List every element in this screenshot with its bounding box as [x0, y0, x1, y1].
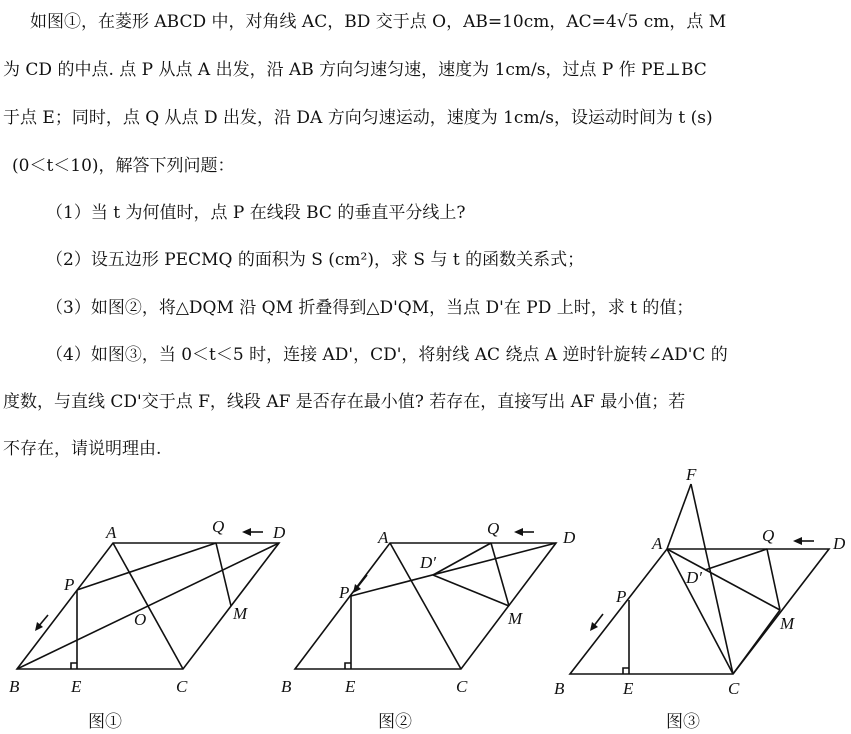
segment-af-3 [667, 484, 691, 549]
label-a-1: A [106, 523, 117, 542]
label-a-2: A [378, 528, 389, 547]
right-angle-mark-3 [623, 668, 629, 674]
caption-figure-1: 图① [88, 712, 122, 732]
label-p-1: P [64, 575, 75, 594]
label-m-2: M [508, 609, 523, 628]
label-d-3: D [833, 534, 846, 553]
question-4-line-3: 不存在，请说明理由. [3, 439, 162, 459]
label-q-2: Q [487, 519, 500, 538]
label-e-2: E [345, 677, 356, 696]
question-3: （3）如图②，将△DQM 沿 QM 折叠得到△D'QM，当点 D'在 PD 上时，求 t 的值； [46, 298, 694, 318]
problem-line-1: 如图①，在菱形 ABCD 中，对角线 AC，BD 交于点 O，AB=10cm，AC=4√5 cm，点 M [30, 12, 727, 32]
caption-figure-3: 图③ [666, 712, 700, 732]
segment-qm-1 [216, 543, 231, 606]
question-1: （1）当 t 为何值时，点 P 在线段 BC 的垂直平分线上? [46, 203, 466, 223]
label-m-1: M [233, 604, 248, 623]
label-dprime-3: D′ [686, 568, 702, 587]
label-e-3: E [623, 679, 634, 698]
segment-dpq-2 [433, 543, 491, 575]
segment-qm-2 [491, 543, 509, 606]
label-c-2: C [456, 677, 468, 696]
label-c-3: C [728, 679, 740, 698]
figure-2 [281, 519, 576, 732]
label-p-3: P [616, 587, 627, 606]
label-p-2: P [339, 583, 350, 602]
label-b-1: B [9, 677, 20, 696]
label-d-1: D [273, 523, 286, 542]
figures-area [0, 460, 851, 734]
label-q-1: Q [212, 517, 225, 536]
figure-1 [9, 517, 286, 732]
label-e-1: E [71, 677, 82, 696]
right-angle-mark-1 [71, 663, 77, 669]
label-o-1: O [134, 610, 147, 629]
right-angle-mark-2 [345, 663, 351, 669]
label-dprime-2: D′ [420, 553, 436, 572]
question-2: （2）设五边形 PECMQ 的面积为 S (cm²)，求 S 与 t 的函数关系式； [46, 250, 585, 270]
question-4-line-1: （4）如图③，当 0＜t＜5 时，连接 AD'，CD'，将射线 AC 绕点 A 逆时针旋转∠AD'C 的 [46, 345, 728, 365]
figure-3 [554, 465, 846, 732]
segment-pd-2 [351, 543, 556, 596]
segment-dpq-3 [705, 549, 767, 570]
arrow-head-q-1 [242, 528, 251, 536]
label-d-2: D [563, 528, 576, 547]
arrow-head-q-2 [514, 528, 523, 536]
caption-figure-2: 图② [378, 712, 412, 732]
label-m-3: M [780, 614, 795, 633]
label-f-3: F [686, 465, 697, 484]
label-a-3: A [652, 534, 663, 553]
label-b-2: B [281, 677, 292, 696]
segment-dpm-2 [433, 575, 509, 606]
segment-qm-3 [767, 549, 780, 610]
arrow-head-q-3 [793, 537, 802, 545]
question-4-line-2: 度数，与直线 CD'交于点 F，线段 AF 是否存在最小值? 若存在，直接写出 AF 最小值；若 [3, 392, 686, 412]
problem-line-3: 于点 E；同时，点 Q 从点 D 出发，沿 DA 方向匀速运动，速度为 1cm/s，设运动时间为 t (s) [3, 108, 713, 128]
segment-mc-3 [733, 610, 780, 674]
label-c-1: C [176, 677, 188, 696]
label-q-3: Q [762, 526, 775, 545]
label-b-3: B [554, 679, 565, 698]
problem-line-4: (0＜t＜10)，解答下列问题： [12, 156, 235, 176]
problem-line-2: 为 CD 的中点. 点 P 从点 A 出发，沿 AB 方向匀速匀速，速度为 1cm/s，过点 P 作 PE⊥BC [3, 60, 707, 80]
